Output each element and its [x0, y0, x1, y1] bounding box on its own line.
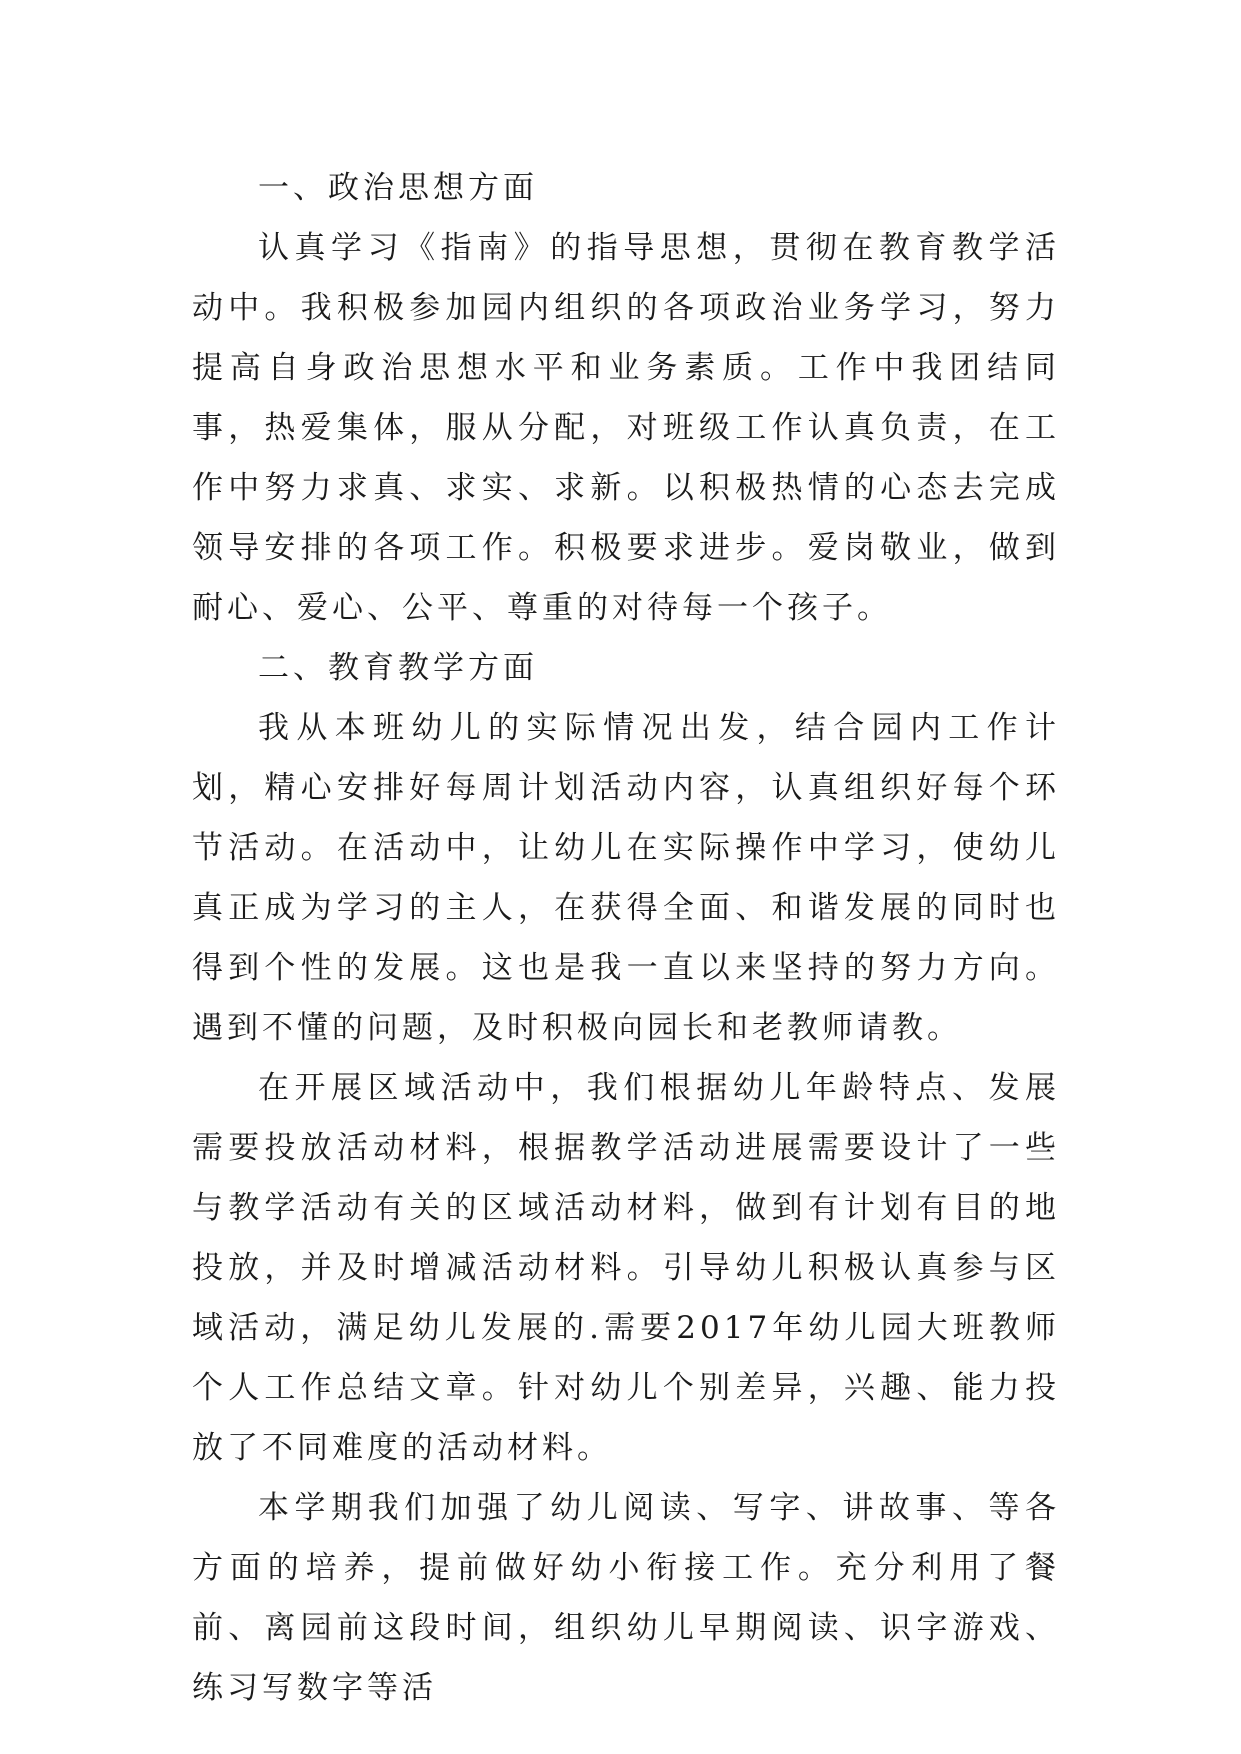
document-body	[192, 158, 1060, 1718]
section-heading-teaching: 二、教育教学方面	[258, 650, 538, 686]
paragraph-teaching-3: 本学期我们加强了幼儿阅读、写字、讲故事、等各方面的培养，提前做好幼小衔接工作。充分利用了餐前、离园前这段时间，组织幼儿早期阅读、识字游戏、练习写数字等活	[192, 1490, 1060, 1706]
section-heading-politics: 一、政治思想方面	[258, 170, 538, 206]
paragraph-teaching-2: 在开展区域活动中，我们根据幼儿年龄特点、发展需要投放活动材料，根据教学活动进展需要设计了一些与教学活动有关的区域活动材料，做到有计划有目的地投放，并及时增减活动材料。引导幼儿积极认真参与区域活动，满足幼儿发展的.需要2017年幼儿园大班教师个人工作总结文章。针对幼儿个别差异，兴趣、能力投放了不同难度的活动材料。	[192, 1070, 1060, 1466]
paragraph-teaching-1: 我从本班幼儿的实际情况出发，结合园内工作计划，精心安排好每周计划活动内容，认真组织好每个环节活动。在活动中，让幼儿在实际操作中学习，使幼儿真正成为学习的主人，在获得全面、和谐发展的同时也得到个性的发展。这也是我一直以来坚持的努力方向。遇到不懂的问题，及时积极向园长和老教师请教。	[192, 710, 1060, 1046]
paragraph-politics: 认真学习《指南》的指导思想，贯彻在教育教学活动中。我积极参加园内组织的各项政治业务学习，努力提高自身政治思想水平和业务素质。工作中我团结同事，热爱集体，服从分配，对班级工作认真负责，在工作中努力求真、求实、求新。以积极热情的心态去完成领导安排的各项工作。积极要求进步。爱岗敬业，做到耐心、爱心、公平、尊重的对待每一个孩子。	[192, 230, 1060, 626]
